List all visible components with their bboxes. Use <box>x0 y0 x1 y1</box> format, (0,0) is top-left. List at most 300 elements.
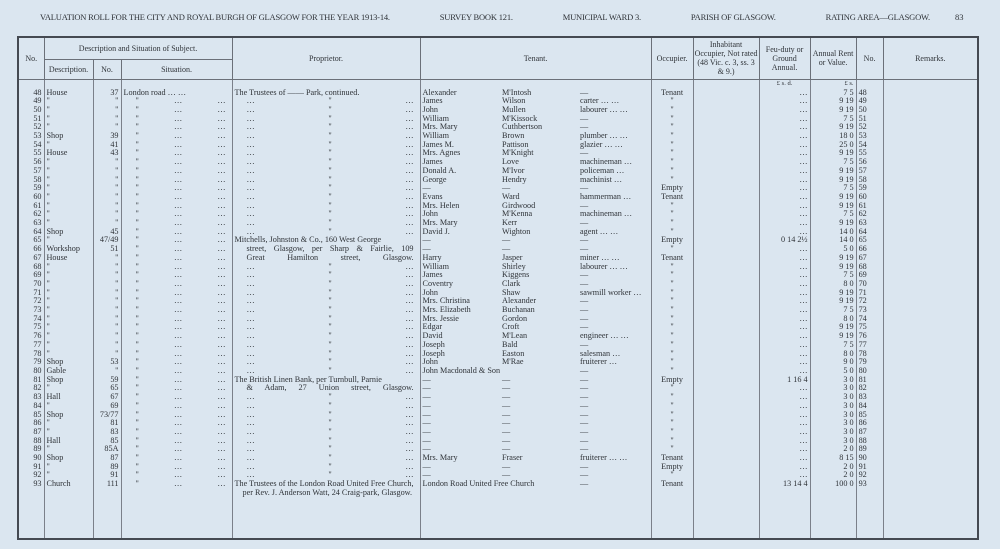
annual-value: 9 19 <box>810 106 856 115</box>
remarks-cell <box>883 123 978 132</box>
row-number: 59 <box>33 183 42 193</box>
feu-duty: … <box>759 315 810 324</box>
occupier: " <box>651 411 693 420</box>
street-number: 45 <box>93 228 121 237</box>
row-number: 60 <box>33 191 42 201</box>
row-number-right: 59 <box>856 184 883 193</box>
proprietor: … " … <box>232 315 420 324</box>
inhabitant-cell <box>693 411 759 420</box>
street-number: " <box>93 341 121 350</box>
row-number-right: 92 <box>856 471 883 480</box>
situation: " … … <box>121 323 232 332</box>
inhabitant-cell <box>693 367 759 376</box>
description: " <box>44 141 93 150</box>
row-number: 62 <box>33 209 42 219</box>
situation: " … … <box>121 358 232 367</box>
proprietor: … " … <box>232 358 420 367</box>
situation: " … … <box>121 132 232 141</box>
row-number-right: 88 <box>856 437 883 446</box>
valuation-table <box>17 36 979 540</box>
remarks-cell <box>883 210 978 219</box>
row-number-right: 69 <box>856 271 883 280</box>
annual-value: 9 19 <box>810 202 856 211</box>
feu-duty: … <box>759 367 810 376</box>
remarks-cell <box>883 149 978 158</box>
row-number: 83 <box>33 392 42 402</box>
proprietor: … " … <box>232 306 420 315</box>
tenant-occupation: — <box>580 296 589 306</box>
street-number: " <box>93 350 121 359</box>
tenant-first-name: Coventry <box>420 280 500 289</box>
row-number-right: 87 <box>856 428 883 437</box>
annual-value: 9 19 <box>810 123 856 132</box>
tenant-surname: — <box>502 418 511 428</box>
row-number: 70 <box>33 278 42 288</box>
col-tenant: Tenant. <box>420 37 651 79</box>
remarks-cell <box>883 245 978 254</box>
situation: " … … <box>121 393 232 402</box>
row-number-right: 77 <box>856 341 883 350</box>
street-number: 59 <box>93 376 121 385</box>
row-number-right: 55 <box>856 149 883 158</box>
tenant-occupation: engineer … … <box>580 331 629 341</box>
row-number-right: 80 <box>856 367 883 376</box>
street-number: " <box>93 158 121 167</box>
description: " <box>44 202 93 211</box>
description: " <box>44 167 93 176</box>
tenant-first-name: — <box>420 437 500 446</box>
tenant-surname: Mullen <box>502 104 526 114</box>
row-number-right: 49 <box>856 97 883 106</box>
tenant-occupation: hammerman … <box>580 191 632 201</box>
occupier: Tenant <box>651 193 693 202</box>
street-number: 91 <box>93 471 121 480</box>
street-number: 51 <box>93 245 121 254</box>
situation: " … … <box>121 341 232 350</box>
street-number: 87 <box>93 454 121 463</box>
street-number: " <box>93 210 121 219</box>
feu-duty: … <box>759 263 810 272</box>
occupier: " <box>651 428 693 437</box>
feu-duty: … <box>759 297 810 306</box>
inhabitant-cell <box>693 280 759 289</box>
remarks-cell <box>883 184 978 193</box>
description: " <box>44 193 93 202</box>
tenant-first-name: Mrs. Mary <box>420 219 500 228</box>
tenant-occupation: fruiterer … <box>580 357 618 367</box>
tenant-first-name: Mrs. Mary <box>420 123 500 132</box>
street-number: " <box>93 123 121 132</box>
proprietor: … " … <box>232 393 420 402</box>
annual-value: 9 19 <box>810 219 856 228</box>
remarks-cell <box>883 350 978 359</box>
tenant-first-name: Harry <box>420 254 500 263</box>
inhabitant-cell <box>693 158 759 167</box>
tenant-surname: Pattison <box>502 139 529 149</box>
tenant-first-name: — <box>420 419 500 428</box>
page-number: 83 <box>955 12 964 22</box>
description: " <box>44 341 93 350</box>
situation: " … … <box>121 254 232 263</box>
tenant-occupation: — <box>580 148 589 158</box>
inhabitant-cell <box>693 167 759 176</box>
tenant-occupation: — <box>580 313 589 323</box>
tenant-surname: M'Ivor <box>502 165 525 175</box>
remarks-cell <box>883 289 978 298</box>
inhabitant-cell <box>693 471 759 480</box>
proprietor: … " … <box>232 210 420 219</box>
situation: " … … <box>121 97 232 106</box>
tenant-first-name: — <box>420 376 500 385</box>
situation: " … … <box>121 149 232 158</box>
remarks-cell <box>883 471 978 480</box>
occupier: " <box>651 167 693 176</box>
col-number: No. <box>93 59 121 79</box>
tenant-first-name: Edgar <box>420 323 500 332</box>
annual-value: 9 19 <box>810 176 856 185</box>
situation: " … … <box>121 419 232 428</box>
occupier: " <box>651 393 693 402</box>
row-number-right: 51 <box>856 115 883 124</box>
proprietor: The Trustees of —— Park, continued. <box>232 89 420 98</box>
feu-duty: … <box>759 176 810 185</box>
feu-duty: … <box>759 167 810 176</box>
description: " <box>44 263 93 272</box>
tenant-occupation: — <box>580 244 589 254</box>
situation: " … … <box>121 411 232 420</box>
tenant-surname: Bald <box>502 339 518 349</box>
tenant-occupation: — <box>580 339 589 349</box>
tenant-occupation: machineman … <box>580 157 633 167</box>
proprietor: Mitchells, Johnston & Co., 160 West George <box>232 236 420 245</box>
tenant-first-name: Mrs. Christina <box>420 297 500 306</box>
street-number: " <box>93 315 121 324</box>
tenant-surname: M'Rae <box>502 357 524 367</box>
tenant-surname: M'Kenna <box>502 209 533 219</box>
tenant-surname: Clark <box>502 278 521 288</box>
tenant-surname: M'Knight <box>502 148 534 158</box>
annual-value: 3 0 <box>810 419 856 428</box>
proprietor: … " … <box>232 463 420 472</box>
row-number: 90 <box>33 453 42 463</box>
remarks-cell <box>883 89 978 98</box>
tenant-surname: — <box>502 400 511 410</box>
inhabitant-cell <box>693 332 759 341</box>
street-number: 47/49 <box>93 236 121 245</box>
tenant-occupation: miner … … <box>580 252 620 262</box>
row-number: 52 <box>33 122 42 132</box>
tenant-surname: Ward <box>502 191 520 201</box>
occupier: " <box>651 358 693 367</box>
row-number-right: 68 <box>856 263 883 272</box>
proprietor: … " … <box>232 184 420 193</box>
feu-duty: … <box>759 280 810 289</box>
situation: " … … <box>121 228 232 237</box>
row-number: 89 <box>33 444 42 454</box>
situation: " … … <box>121 280 232 289</box>
remarks-cell <box>883 297 978 306</box>
tenant-first-name: — <box>420 411 500 420</box>
feu-duty: … <box>759 393 810 402</box>
tenant-occupation: salesman … <box>580 348 621 358</box>
tenant-surname: Gordon <box>502 313 528 323</box>
feu-duty: … <box>759 271 810 280</box>
description: " <box>44 332 93 341</box>
occupier: Empty <box>651 236 693 245</box>
remarks-cell <box>883 419 978 428</box>
row-number-right: 53 <box>856 132 883 141</box>
proprietor: … " … <box>232 428 420 437</box>
situation: " … … <box>121 289 232 298</box>
feu-duty: … <box>759 437 810 446</box>
row-number: 67 <box>33 252 42 262</box>
remarks-cell <box>883 341 978 350</box>
annual-value: 5 0 <box>810 245 856 254</box>
row-number-right: 83 <box>856 393 883 402</box>
remarks-cell <box>883 236 978 245</box>
tenant-occupation: — <box>580 366 589 375</box>
street-number: " <box>93 254 121 263</box>
street-number: 73/77 <box>93 411 121 420</box>
situation: " … … <box>121 158 232 167</box>
remarks-cell <box>883 202 978 211</box>
street-number: " <box>93 106 121 115</box>
col-situation: Situation. <box>121 59 232 79</box>
inhabitant-cell <box>693 184 759 193</box>
row-number: 57 <box>33 165 42 175</box>
occupier: " <box>651 149 693 158</box>
remarks-cell <box>883 358 978 367</box>
proprietor: … " … <box>232 176 420 185</box>
situation: " … … <box>121 245 232 254</box>
row-number-right: 61 <box>856 202 883 211</box>
occupier: " <box>651 219 693 228</box>
row-number-right: 60 <box>856 193 883 202</box>
street-number: 53 <box>93 358 121 367</box>
tenant-first-name: David J. <box>420 228 500 237</box>
inhabitant-cell <box>693 271 759 280</box>
situation: " … … <box>121 384 232 393</box>
description: " <box>44 463 93 472</box>
annual-value: 9 19 <box>810 289 856 298</box>
tenant-occupation: — <box>580 305 589 315</box>
occupier: Tenant <box>651 89 693 98</box>
feu-duty: … <box>759 454 810 463</box>
inhabitant-cell <box>693 123 759 132</box>
occupier: " <box>651 445 693 454</box>
row-number: 69 <box>33 270 42 280</box>
row-number: 88 <box>33 435 42 445</box>
row-number-right: 75 <box>856 323 883 332</box>
inhabitant-cell <box>693 228 759 237</box>
row-number: 64 <box>33 226 42 236</box>
street-number: 111 <box>93 480 121 497</box>
annual-value: 9 19 <box>810 297 856 306</box>
row-number-right: 48 <box>856 89 883 98</box>
feu-duty: … <box>759 97 810 106</box>
remarks-cell <box>883 332 978 341</box>
inhabitant-cell <box>693 254 759 263</box>
description: Shop <box>44 454 93 463</box>
feu-duty: … <box>759 149 810 158</box>
remarks-cell <box>883 158 978 167</box>
street-number: " <box>93 280 121 289</box>
feu-duty: … <box>759 254 810 263</box>
situation: " … … <box>121 236 232 245</box>
proprietor: … " … <box>232 341 420 350</box>
remarks-cell <box>883 115 978 124</box>
tenant-surname: Easton <box>502 348 525 358</box>
proprietor: … " … <box>232 167 420 176</box>
row-number: 49 <box>33 96 42 106</box>
inhabitant-cell <box>693 393 759 402</box>
proprietor: … " … <box>232 402 420 411</box>
col-remarks: Remarks. <box>883 37 978 79</box>
tenant-occupation: — <box>580 113 589 123</box>
situation: " … … <box>121 184 232 193</box>
inhabitant-cell <box>693 89 759 98</box>
tenant-surname: — <box>502 244 511 254</box>
situation: " … … <box>121 219 232 228</box>
annual-value: 7 5 <box>810 210 856 219</box>
annual-value: 9 19 <box>810 332 856 341</box>
inhabitant-cell <box>693 202 759 211</box>
annual-value: 9 19 <box>810 167 856 176</box>
street-number: " <box>93 184 121 193</box>
tenant-occupation: — <box>580 122 589 132</box>
feu-duty: … <box>759 332 810 341</box>
situation: " … … <box>121 376 232 385</box>
tenant-surname: M'Intosh <box>502 87 532 97</box>
description: " <box>44 106 93 115</box>
col-annual: Annual Rent or Value. <box>810 37 856 79</box>
situation: " … … <box>121 297 232 306</box>
row-number-right: 74 <box>856 315 883 324</box>
row-number-right: 90 <box>856 454 883 463</box>
inhabitant-cell <box>693 419 759 428</box>
situation: " … … <box>121 402 232 411</box>
row-number: 84 <box>33 400 42 410</box>
row-number: 92 <box>33 470 42 480</box>
tenant-first-name: — <box>420 384 500 393</box>
tenant-first-name: Alexander <box>420 89 500 98</box>
feu-duty: … <box>759 228 810 237</box>
situation: " … … <box>121 106 232 115</box>
description: House <box>44 149 93 158</box>
inhabitant-cell <box>693 445 759 454</box>
street-number: 65 <box>93 384 121 393</box>
row-number: 51 <box>33 113 42 123</box>
tenant-first-name: John <box>420 210 500 219</box>
annual-value: 7 5 <box>810 158 856 167</box>
row-number-right: 65 <box>856 236 883 245</box>
tenant-surname: — <box>502 426 511 436</box>
row-number: 79 <box>33 357 42 367</box>
remarks-cell <box>883 280 978 289</box>
occupier: " <box>651 132 693 141</box>
proprietor: … " … <box>232 193 420 202</box>
feu-duty: … <box>759 89 810 98</box>
tenant-occupation: fruiterer … … <box>580 453 628 463</box>
remarks-cell <box>883 254 978 263</box>
row-number-right: 79 <box>856 358 883 367</box>
annual-value: 8 0 <box>810 280 856 289</box>
annual-value: 3 0 <box>810 384 856 393</box>
tenant-first-name: — <box>420 471 500 480</box>
street-number: 67 <box>93 393 121 402</box>
remarks-cell <box>883 97 978 106</box>
proprietor: street, Glasgow, per Sharp & Fairlie, 109 <box>232 245 420 254</box>
feu-duty: … <box>759 158 810 167</box>
col-occupier: Occupier. <box>651 37 693 79</box>
street-number: " <box>93 332 121 341</box>
proprietor: … " … <box>232 158 420 167</box>
col-feu: Feu-duty or Ground Annual. <box>759 37 810 79</box>
inhabitant-cell <box>693 437 759 446</box>
row-number-right: 78 <box>856 350 883 359</box>
description: " <box>44 176 93 185</box>
tenant-occupation: — <box>580 479 589 489</box>
inhabitant-cell <box>693 323 759 332</box>
row-number: 65 <box>33 235 42 245</box>
annual-value: 9 19 <box>810 193 856 202</box>
feu-duty: … <box>759 132 810 141</box>
tenant-occupation: — <box>580 200 589 210</box>
col-no2: No. <box>856 37 883 79</box>
description: " <box>44 419 93 428</box>
description: " <box>44 428 93 437</box>
feu-duty: … <box>759 141 810 150</box>
inhabitant-cell <box>693 149 759 158</box>
tenant-surname: — <box>502 435 511 445</box>
tenant-surname: Wighton <box>502 226 531 236</box>
row-number: 56 <box>33 157 42 167</box>
proprietor: … " … <box>232 445 420 454</box>
description: " <box>44 306 93 315</box>
situation: " … … <box>121 367 232 376</box>
tenant-occupation: — <box>580 470 589 480</box>
inhabitant-cell <box>693 132 759 141</box>
tenant-surname: — <box>502 374 511 384</box>
tenant-first-name: James <box>420 271 500 280</box>
inhabitant-cell <box>693 263 759 272</box>
tenant-occupation: — <box>580 409 589 419</box>
annual-value: 3 0 <box>810 437 856 446</box>
occupier: " <box>651 402 693 411</box>
inhabitant-cell <box>693 141 759 150</box>
remarks-cell <box>883 402 978 411</box>
remarks-cell <box>883 384 978 393</box>
inhabitant-cell <box>693 384 759 393</box>
street-number: 89 <box>93 463 121 472</box>
title-part: RATING AREA—GLASGOW. <box>825 12 930 22</box>
row-number: 50 <box>33 104 42 114</box>
tenant-occupation: carter … … <box>580 96 620 106</box>
row-number-right: 73 <box>856 306 883 315</box>
situation: " … … <box>121 176 232 185</box>
tenant-occupation: — <box>580 461 589 471</box>
inhabitant-cell <box>693 193 759 202</box>
occupier: " <box>651 297 693 306</box>
feu-duty: … <box>759 115 810 124</box>
occupier: " <box>651 210 693 219</box>
situation: " … … <box>121 480 232 497</box>
occupier: " <box>651 106 693 115</box>
street-number: " <box>93 263 121 272</box>
feu-duty: … <box>759 202 810 211</box>
tenant-first-name: David <box>420 332 500 341</box>
proprietor: … " … <box>232 228 420 237</box>
